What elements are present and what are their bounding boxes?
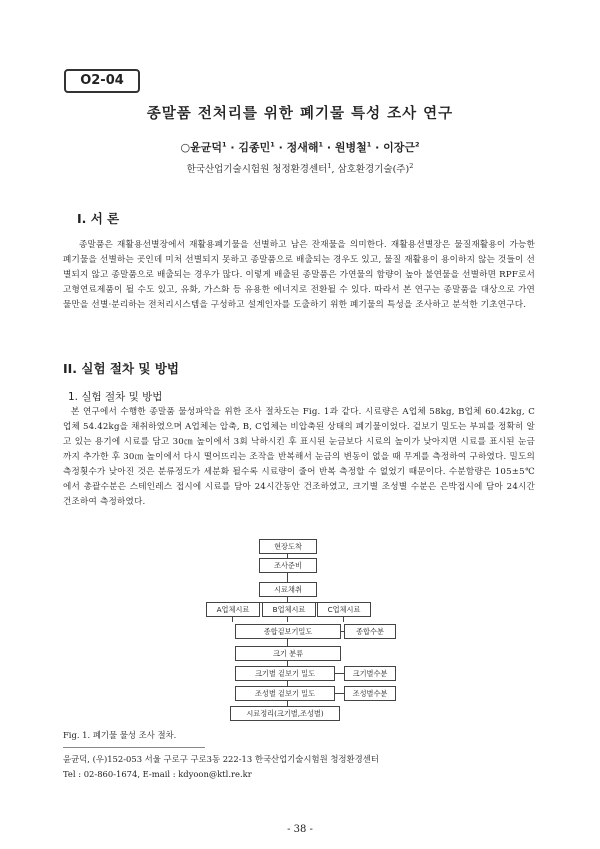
flow-company-box: A업체시료 xyxy=(206,602,260,617)
footnote-divider xyxy=(63,747,205,748)
subsection-heading: 1. 실험 절차 및 방법 xyxy=(68,391,163,403)
author-name: 원병철 xyxy=(334,141,367,154)
author-marker: ○ xyxy=(180,141,191,154)
author-sup: 1 xyxy=(221,140,227,149)
flow-main-box: 종합겉보기밀도 xyxy=(235,624,341,639)
paper-code-badge: O2-04 xyxy=(64,69,140,93)
flow-step-box: 시료채취 xyxy=(259,582,317,597)
flow-step-box: 현장도착 xyxy=(259,539,317,554)
page-number: - 38 - xyxy=(287,824,313,835)
flow-company-box: C업체시료 xyxy=(317,602,371,617)
flow-side-box: 조성별수분 xyxy=(344,686,396,701)
author-sup: 2 xyxy=(415,140,420,149)
author-name: 김종민 xyxy=(238,141,271,154)
author-name: 정새해 xyxy=(286,141,319,154)
author-separator: · xyxy=(226,141,239,154)
flow-main-box: 시료정리(크기별,조성별) xyxy=(230,706,340,721)
author-sup: 1 xyxy=(270,140,275,149)
flow-side-box: 종합수분 xyxy=(344,624,396,639)
flow-step-box: 조사준비 xyxy=(259,558,317,573)
paper-title: 종말품 전처리를 위한 폐기물 특성 조사 연구 xyxy=(146,106,454,122)
flow-main-box: 크기별 겉보기 밀도 xyxy=(235,666,335,681)
author-name: 이장근 xyxy=(383,141,416,154)
affiliation-sup: 1 xyxy=(327,161,332,170)
flow-main-box: 조성별 겉보기 밀도 xyxy=(235,686,335,701)
author-line xyxy=(0,139,600,155)
section-heading-methods: II. 실험 절차 및 방법 xyxy=(63,361,179,376)
author-sup: 1 xyxy=(318,140,324,149)
affiliation-line xyxy=(0,161,600,175)
footnote-address: 윤균덕, (우)152-053 서울 구로구 구로3동 222-13 한국산업기술시험원 청정환경센터 xyxy=(63,754,379,764)
author-name: 윤균덕 xyxy=(190,141,222,154)
section-heading-intro: I. 서 론 xyxy=(77,211,120,226)
author-sup: 1 xyxy=(366,140,372,149)
author-separator: · xyxy=(371,141,384,154)
flow-connector xyxy=(334,693,344,694)
affiliation-separator: , xyxy=(331,164,338,175)
methods-paragraph: 본 연구에서 수행한 종말품 물성파악을 위한 조사 절차도는 Fig. 1과 같다. 시료량은 A업체 58kg, B업체 60.42kg, C업체 54.42kg을 채취하였으며 A업체는 압축, B, C업체는 비압축된 상태의 폐기물이었다. 겉보기 밀도는 부피를 정확히 알고 있는 용기에 시료를 담고 30㎝ 높이에서 3회 낙하시킨 후 표시된 눈금보다 시료의 높이가 낮아지면 시료를 표시된 눈금까지 추가한 후 30㎝ 높이에서 다시 떨어뜨리는 조작을 반복해서 눈금의 변동이 없을 때 무게를 측정하여 구하였다. 밀도의 측정횟수가 낮아진 것은 분류정도가 세분화 될수록 시료량이 줄어 반복 측정할 수 없었기 때문이다. 수분함량은 105±5℃에서 총괄수분은 스테인레스 접시에 시료를 담아 24시간동안 건조하였고, 크기별 조성별 수분은 은박접시에 담아 24시간 건조하여 측정하였다. xyxy=(63,407,535,507)
affiliation-sup: 2 xyxy=(409,161,414,170)
flow-connector xyxy=(334,673,344,674)
flow-side-box: 크기별수분 xyxy=(344,666,396,681)
footnote-contact: Tel : 02-860-1674, E-mail : kdyoon@ktl.re.kr xyxy=(63,769,252,779)
affiliation-1: 한국산업기술시험원 청정환경센터 xyxy=(186,164,328,175)
author-separator: · xyxy=(323,141,335,154)
intro-paragraph: 종말품은 재활용선별장에서 재활용폐기물을 선별하고 남은 잔재물을 의미한다. 재활용선별장은 물질재활용이 가능한 폐기물을 선별하는 곳인데 미처 선별되지 못하고 종말품으로 배출되는 경우도 있고, 물질 재활용이 용이하지 않는 것들이 선별되지 않고 종말품으로 배출되는 경우가 많다. 이렇게 배출된 종말품은 가연물의 함량이 높아 불연물을 선별하면 RPF로서 고형연료제품이 될 수도 있고, 유화, 가스화 등 유용한 에너지로 전환될 수 있다. 따라서 본 연구는 종말품을 대상으로 가연물만을 선별·분리하는 전처리시스템을 구성하고 설계인자를 도출하기 위한 폐기물의 특성을 조사하고 분석한 기초연구다. xyxy=(63,240,535,310)
flow-company-box: B업체시료 xyxy=(262,602,316,617)
figure-caption: Fig. 1. 폐기물 물성 조사 절차. xyxy=(63,730,177,740)
author-separator: · xyxy=(274,141,287,154)
affiliation-2: 삼호환경기술(주) xyxy=(337,164,410,175)
flow-main-box: 크기 분류 xyxy=(235,646,341,661)
flow-connector xyxy=(287,638,288,646)
